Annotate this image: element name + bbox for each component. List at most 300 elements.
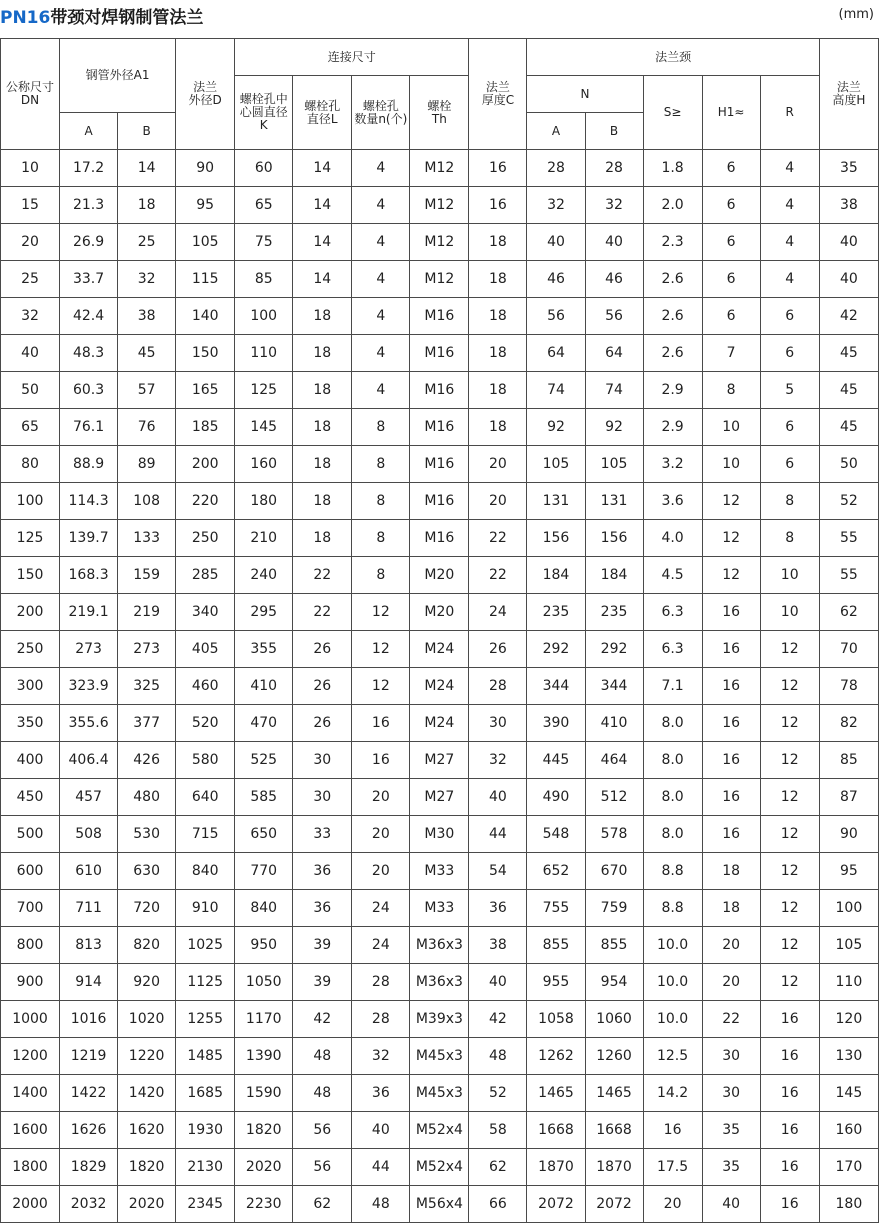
table-cell: 16 (760, 1149, 819, 1186)
table-cell: 525 (235, 742, 293, 779)
table-cell: 12 (702, 557, 760, 594)
table-cell: 10 (1, 150, 60, 187)
table-cell: 855 (585, 927, 643, 964)
table-cell: 210 (235, 520, 293, 557)
table-cell: 390 (527, 705, 585, 742)
table-cell: 2032 (60, 1186, 118, 1223)
table-cell: 6 (702, 298, 760, 335)
table-row (1, 631, 879, 668)
table-cell: 1668 (585, 1112, 643, 1149)
table-cell: 6 (702, 261, 760, 298)
table-cell: 16 (760, 1075, 819, 1112)
table-cell: 28 (469, 668, 527, 705)
table-cell: 8 (760, 483, 819, 520)
table-cell: 33.7 (60, 261, 118, 298)
table-cell: 1590 (235, 1075, 293, 1112)
table-row (1, 520, 879, 557)
table-cell: 105 (176, 224, 235, 261)
table-cell: 1220 (118, 1038, 176, 1075)
table-cell: 65 (1, 409, 60, 446)
table-cell: 26.9 (60, 224, 118, 261)
table-cell: 10 (760, 594, 819, 631)
table-cell: 711 (60, 890, 118, 927)
table-cell: 10 (702, 409, 760, 446)
header-bolt-k: 螺栓孔中 心圆直径 K (235, 76, 293, 150)
table-cell: 470 (235, 705, 293, 742)
table-cell: 180 (819, 1186, 878, 1223)
table-cell: 2072 (585, 1186, 643, 1223)
table-cell: 1260 (585, 1038, 643, 1075)
table-cell: 2.6 (643, 298, 702, 335)
table-cell: 42 (819, 298, 878, 335)
table-cell: 490 (527, 779, 585, 816)
table-cell: 548 (527, 816, 585, 853)
table-cell: 1820 (235, 1112, 293, 1149)
table-cell: 1200 (1, 1038, 60, 1075)
table-cell: 480 (118, 779, 176, 816)
table-cell: M16 (410, 446, 469, 483)
table-cell: 16 (352, 705, 410, 742)
table-cell: 32 (352, 1038, 410, 1075)
table-cell: 1170 (235, 1001, 293, 1038)
table-cell: 87 (819, 779, 878, 816)
table-cell: 355.6 (60, 705, 118, 742)
table-cell: 85 (819, 742, 878, 779)
table-cell: 10.0 (643, 1001, 702, 1038)
table-cell: 914 (60, 964, 118, 1001)
table-cell: 150 (176, 335, 235, 372)
table-cell: 8 (352, 557, 410, 594)
table-cell: 12.5 (643, 1038, 702, 1075)
table-cell: 508 (60, 816, 118, 853)
table-cell: 2.0 (643, 187, 702, 224)
table-cell: 85 (235, 261, 293, 298)
header-bolt-l: 螺栓孔 直径L (293, 76, 352, 150)
table-cell: 2345 (176, 1186, 235, 1223)
table-cell: 89 (118, 446, 176, 483)
header-pipe-od: 钢管外径A1 (60, 39, 176, 113)
table-cell: M27 (410, 742, 469, 779)
table-cell: 45 (118, 335, 176, 372)
table-cell: 16 (760, 1001, 819, 1038)
table-cell: 16 (702, 705, 760, 742)
table-cell: 426 (118, 742, 176, 779)
table-cell: 18 (293, 372, 352, 409)
table-cell: 16 (760, 1038, 819, 1075)
table-cell: 75 (235, 224, 293, 261)
table-cell: 2.6 (643, 335, 702, 372)
table-cell: 28 (352, 1001, 410, 1038)
table-cell: 26 (293, 705, 352, 742)
table-cell: 18 (293, 446, 352, 483)
table-cell: 156 (527, 520, 585, 557)
table-cell: 40 (819, 261, 878, 298)
table-cell: 16 (352, 742, 410, 779)
table-cell: 1829 (60, 1149, 118, 1186)
table-cell: 145 (819, 1075, 878, 1112)
table-cell: 3.6 (643, 483, 702, 520)
table-cell: 18 (293, 335, 352, 372)
table-cell: M12 (410, 261, 469, 298)
table-cell: 445 (527, 742, 585, 779)
table-cell: M24 (410, 631, 469, 668)
table-cell: 56 (585, 298, 643, 335)
table-cell: 670 (585, 853, 643, 890)
table-cell: 78 (819, 668, 878, 705)
header-neck-b: B (585, 113, 643, 150)
table-cell: 44 (469, 816, 527, 853)
table-cell: M56x4 (410, 1186, 469, 1223)
table-cell: 1255 (176, 1001, 235, 1038)
table-cell: 57 (118, 372, 176, 409)
table-cell: 30 (702, 1038, 760, 1075)
table-body (1, 150, 879, 1223)
table-cell: 813 (60, 927, 118, 964)
table-cell: 1485 (176, 1038, 235, 1075)
table-cell: 16 (760, 1186, 819, 1223)
table-cell: 131 (527, 483, 585, 520)
table-cell: 344 (527, 668, 585, 705)
table-cell: 250 (176, 520, 235, 557)
table-cell: M24 (410, 668, 469, 705)
table-cell: M16 (410, 298, 469, 335)
table-cell: 6 (760, 298, 819, 335)
table-cell: 114.3 (60, 483, 118, 520)
table-cell: 20 (702, 927, 760, 964)
table-cell: 56 (293, 1149, 352, 1186)
table-cell: M36x3 (410, 927, 469, 964)
table-cell: M16 (410, 335, 469, 372)
table-cell: M16 (410, 372, 469, 409)
table-cell: 32 (527, 187, 585, 224)
table-cell: 377 (118, 705, 176, 742)
table-cell: 40 (1, 335, 60, 372)
table-cell: 1025 (176, 927, 235, 964)
table-cell: 520 (176, 705, 235, 742)
table-cell: 1400 (1, 1075, 60, 1112)
table-cell: 4 (352, 150, 410, 187)
table-cell: 36 (352, 1075, 410, 1112)
table-cell: 156 (585, 520, 643, 557)
table-cell: 580 (176, 742, 235, 779)
table-cell: 145 (235, 409, 293, 446)
table-cell: 131 (585, 483, 643, 520)
table-cell: 35 (819, 150, 878, 187)
table-cell: M20 (410, 594, 469, 631)
table-cell: 16 (702, 594, 760, 631)
table-cell: 530 (118, 816, 176, 853)
table-cell: 2000 (1, 1186, 60, 1223)
table-cell: 22 (469, 557, 527, 594)
table-cell: 323.9 (60, 668, 118, 705)
table-cell: 54 (469, 853, 527, 890)
table-cell: 32 (585, 187, 643, 224)
table-cell: 12 (760, 927, 819, 964)
table-cell: 235 (585, 594, 643, 631)
header-height-h: 法兰 高度H (819, 39, 878, 150)
table-cell: 74 (585, 372, 643, 409)
table-row (1, 298, 879, 335)
table-row (1, 1038, 879, 1075)
table-cell: 40 (352, 1112, 410, 1149)
table-cell: 76.1 (60, 409, 118, 446)
table-cell: 18 (469, 224, 527, 261)
table-cell: 295 (235, 594, 293, 631)
table-cell: 26 (293, 631, 352, 668)
table-cell: 4.5 (643, 557, 702, 594)
table-cell: 715 (176, 816, 235, 853)
table-cell: 139.7 (60, 520, 118, 557)
table-cell: 18 (702, 890, 760, 927)
table-cell: 4 (352, 335, 410, 372)
table-cell: 38 (819, 187, 878, 224)
table-row (1, 261, 879, 298)
table-cell: 17.2 (60, 150, 118, 187)
table-cell: 55 (819, 557, 878, 594)
table-cell: 16 (702, 668, 760, 705)
table-cell: 400 (1, 742, 60, 779)
table-cell: 20 (352, 816, 410, 853)
table-row (1, 150, 879, 187)
table-cell: 12 (760, 853, 819, 890)
table-cell: 20 (352, 779, 410, 816)
table-cell: 292 (585, 631, 643, 668)
table-cell: 76 (118, 409, 176, 446)
header-bolt-n: 螺栓孔 数量n(个) (352, 76, 410, 150)
table-cell: 56 (527, 298, 585, 335)
table-cell: 14 (293, 150, 352, 187)
header-connection: 连接尺寸 (235, 39, 469, 76)
table-cell: 2130 (176, 1149, 235, 1186)
table-cell: 16 (760, 1112, 819, 1149)
table-cell: 8.0 (643, 779, 702, 816)
table-cell: 220 (176, 483, 235, 520)
table-cell: 8.8 (643, 853, 702, 890)
table-cell: 18 (293, 520, 352, 557)
table-cell: 36 (293, 853, 352, 890)
table-cell: 62 (469, 1149, 527, 1186)
table-cell: 52 (469, 1075, 527, 1112)
table-cell: 800 (1, 927, 60, 964)
table-cell: 185 (176, 409, 235, 446)
table-cell: 159 (118, 557, 176, 594)
table-cell: 1058 (527, 1001, 585, 1038)
table-cell: 1626 (60, 1112, 118, 1149)
table-cell: 6.3 (643, 631, 702, 668)
table-cell: 512 (585, 779, 643, 816)
table-cell: 235 (527, 594, 585, 631)
table-cell: 4 (352, 261, 410, 298)
table-row (1, 927, 879, 964)
table-cell: 1685 (176, 1075, 235, 1112)
table-cell: 8.8 (643, 890, 702, 927)
table-cell: 160 (235, 446, 293, 483)
table-cell: 110 (819, 964, 878, 1001)
table-cell: 26 (293, 668, 352, 705)
table-cell: 18 (293, 298, 352, 335)
table-cell: M33 (410, 890, 469, 927)
header-neck-s: S≥ (643, 76, 702, 150)
table-cell: 1420 (118, 1075, 176, 1112)
table-cell: 30 (702, 1075, 760, 1112)
table-cell: 1465 (527, 1075, 585, 1112)
table-cell: 12 (702, 520, 760, 557)
table-cell: 4 (760, 261, 819, 298)
table-cell: 16 (702, 631, 760, 668)
table-cell: 42 (469, 1001, 527, 1038)
table-cell: 1219 (60, 1038, 118, 1075)
table-cell: 66 (469, 1186, 527, 1223)
table-cell: 45 (819, 372, 878, 409)
table-cell: M12 (410, 150, 469, 187)
table-row (1, 705, 879, 742)
table-cell: 40 (702, 1186, 760, 1223)
table-cell: 100 (235, 298, 293, 335)
table-cell: 920 (118, 964, 176, 1001)
table-cell: 15 (1, 187, 60, 224)
table-cell: 1020 (118, 1001, 176, 1038)
table-cell: 38 (469, 927, 527, 964)
table-cell: 12 (760, 668, 819, 705)
table-row (1, 335, 879, 372)
table-cell: 28 (352, 964, 410, 1001)
table-cell: 21.3 (60, 187, 118, 224)
table-cell: 44 (352, 1149, 410, 1186)
title-bar (0, 0, 880, 38)
table-cell: M12 (410, 187, 469, 224)
table-cell: 12 (760, 816, 819, 853)
table-row (1, 1001, 879, 1038)
table-cell: 8.0 (643, 816, 702, 853)
table-cell: 32 (469, 742, 527, 779)
header-thickness-c: 法兰 厚度C (469, 39, 527, 150)
table-cell: 6 (702, 224, 760, 261)
table-cell: 4.0 (643, 520, 702, 557)
table-cell: 1050 (235, 964, 293, 1001)
table-cell: 8 (352, 446, 410, 483)
table-cell: 292 (527, 631, 585, 668)
table-row (1, 1149, 879, 1186)
table-cell: 20 (469, 483, 527, 520)
table-cell: 954 (585, 964, 643, 1001)
table-cell: 325 (118, 668, 176, 705)
table-cell: 140 (176, 298, 235, 335)
table-cell: 1800 (1, 1149, 60, 1186)
table-cell: 340 (176, 594, 235, 631)
table-cell: M24 (410, 705, 469, 742)
table-cell: 14 (293, 261, 352, 298)
table-row (1, 853, 879, 890)
table-cell: 65 (235, 187, 293, 224)
table-cell: 955 (527, 964, 585, 1001)
table-row (1, 1075, 879, 1112)
table-cell: 50 (1, 372, 60, 409)
table-cell: 1.8 (643, 150, 702, 187)
table-cell: 20 (352, 853, 410, 890)
table-cell: 64 (585, 335, 643, 372)
table-row (1, 557, 879, 594)
title-suffix: 带颈对焊钢制管法兰 (50, 8, 204, 28)
table-cell: 12 (760, 631, 819, 668)
table-cell: 165 (176, 372, 235, 409)
table-cell: 110 (235, 335, 293, 372)
table-cell: 1870 (527, 1149, 585, 1186)
table-cell: 1465 (585, 1075, 643, 1112)
table-cell: M16 (410, 520, 469, 557)
table-row (1, 816, 879, 853)
table-cell: 18 (118, 187, 176, 224)
table-row (1, 483, 879, 520)
table-cell: 17.5 (643, 1149, 702, 1186)
table-cell: 200 (176, 446, 235, 483)
table-cell: M12 (410, 224, 469, 261)
table-cell: 105 (819, 927, 878, 964)
table-cell: 6 (702, 187, 760, 224)
table-cell: 18 (469, 409, 527, 446)
table-cell: 950 (235, 927, 293, 964)
flange-dimension-table (0, 38, 879, 1223)
table-cell: 578 (585, 816, 643, 853)
table-cell: 4 (352, 224, 410, 261)
table-cell: 35 (702, 1149, 760, 1186)
table-cell: 170 (819, 1149, 878, 1186)
table-cell: M30 (410, 816, 469, 853)
table-cell: 2.6 (643, 261, 702, 298)
table-row (1, 779, 879, 816)
table-cell: 1016 (60, 1001, 118, 1038)
table-cell: 18 (293, 483, 352, 520)
table-cell: 40 (469, 779, 527, 816)
table-cell: 52 (819, 483, 878, 520)
table-cell: 500 (1, 816, 60, 853)
table-cell: 115 (176, 261, 235, 298)
table-cell: 30 (293, 779, 352, 816)
table-cell: M39x3 (410, 1001, 469, 1038)
table-cell: 273 (60, 631, 118, 668)
table-cell: 120 (819, 1001, 878, 1038)
table-cell: M20 (410, 557, 469, 594)
table-cell: 45 (819, 409, 878, 446)
table-cell: 42.4 (60, 298, 118, 335)
table-cell: 16 (643, 1112, 702, 1149)
table-cell: 700 (1, 890, 60, 927)
header-pipe-a: A (60, 113, 118, 150)
table-cell: 8.0 (643, 742, 702, 779)
table-cell: M33 (410, 853, 469, 890)
table-cell: 20 (1, 224, 60, 261)
table-cell: 8 (352, 483, 410, 520)
table-cell: 25 (1, 261, 60, 298)
table-cell: M45x3 (410, 1075, 469, 1112)
table-cell: 8 (760, 520, 819, 557)
table-cell: 24 (352, 890, 410, 927)
table-cell: 10.0 (643, 964, 702, 1001)
table-cell: 150 (1, 557, 60, 594)
table-cell: 48.3 (60, 335, 118, 372)
table-cell: 1620 (118, 1112, 176, 1149)
table-cell: 219 (118, 594, 176, 631)
table-cell: 30 (469, 705, 527, 742)
table-cell: 16 (702, 816, 760, 853)
table-cell: 1600 (1, 1112, 60, 1149)
table-cell: 610 (60, 853, 118, 890)
table-cell: 855 (527, 927, 585, 964)
table-cell: 405 (176, 631, 235, 668)
table-cell: 46 (527, 261, 585, 298)
table-cell: 457 (60, 779, 118, 816)
table-cell: M45x3 (410, 1038, 469, 1075)
table-cell: 18 (469, 335, 527, 372)
